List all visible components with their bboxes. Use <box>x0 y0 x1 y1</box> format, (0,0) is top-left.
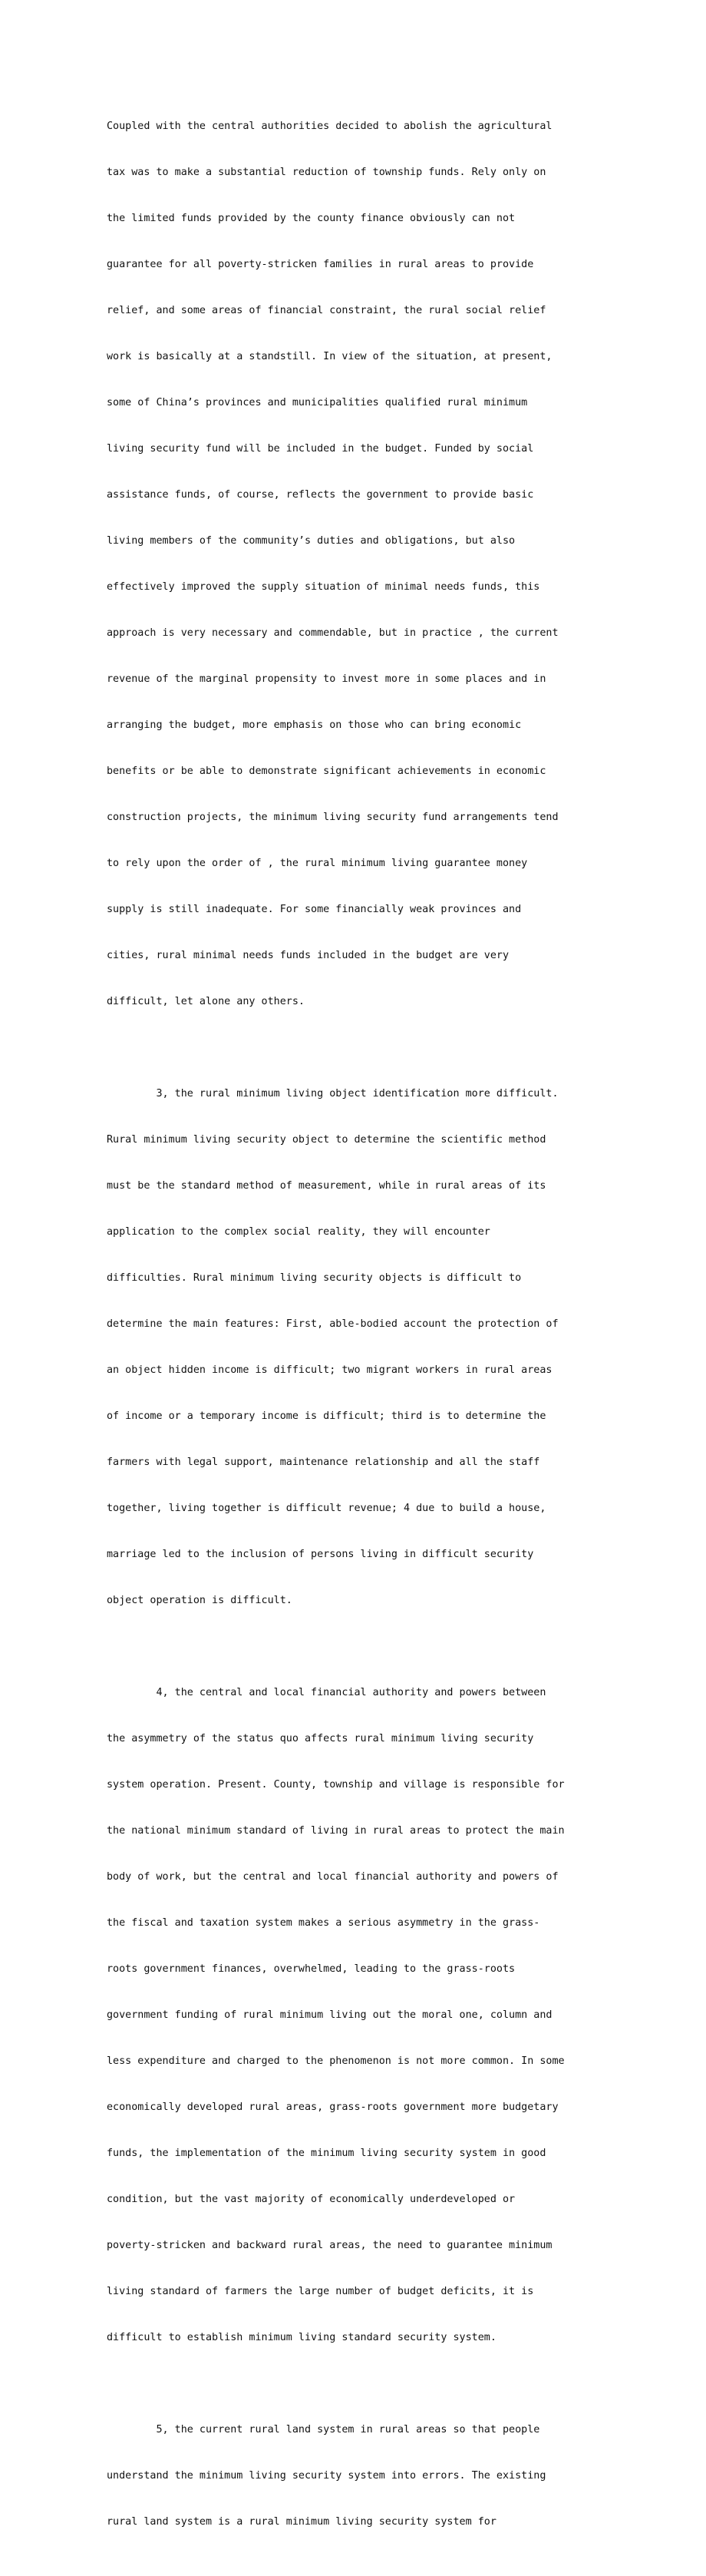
text-line: benefits or be able to demonstrate significant achievements in economic <box>107 766 546 777</box>
text-line: difficult, let alone any others. <box>107 996 305 1007</box>
text-line: construction projects, the minimum living security fund arrangements tend <box>107 812 559 823</box>
text-line: 4, the central and local financial authority and powers between <box>107 1687 546 1698</box>
text-line: work is basically at a standstill. In view of the situation, at present, <box>107 351 553 362</box>
text-line: 3, the rural minimum living object identification more difficult. <box>107 1088 559 1100</box>
text-line: an object hidden income is difficult; two migrant workers in rural areas <box>107 1364 553 1376</box>
text-line: assistance funds, of course, reflects the government to provide basic <box>107 489 534 501</box>
text-line: rural land system is a rural minimum living security system for <box>107 2516 497 2528</box>
text-line: the fiscal and taxation system makes a serious asymmetry in the grass- <box>107 1917 540 1929</box>
text-line: together, living together is difficult revenue; 4 due to build a house, <box>107 1503 546 1514</box>
text-line: living standard of farmers the large number of budget deficits, it is <box>107 2286 534 2297</box>
text-line: government funding of rural minimum living out the moral one, column and <box>107 2009 553 2021</box>
text-line: body of work, but the central and local financial authority and powers of <box>107 1871 559 1883</box>
text-line: some of China’s provinces and municipalities qualified rural minimum <box>107 397 528 408</box>
text-line: living security fund will be included in the budget. Funded by social <box>107 443 534 455</box>
text-line: poverty-stricken and backward rural areas, the need to guarantee minimum <box>107 2240 553 2251</box>
text-line: marriage led to the inclusion of persons living in difficult security <box>107 1549 534 1560</box>
text-line: must be the standard method of measurement, while in rural areas of its <box>107 1180 546 1192</box>
text-line: funds, the implementation of the minimum living security system in good <box>107 2148 546 2159</box>
text-line: Rural minimum living security object to determine the scientific method <box>107 1134 546 1146</box>
paragraph-point-3 <box>107 1056 567 1639</box>
text-line: guarantee for all poverty-stricken families in rural areas to provide <box>107 259 534 270</box>
text-line: farmers with legal support, maintenance relationship and all the staff <box>107 1457 540 1468</box>
document-body <box>107 88 567 2576</box>
text-line: determine the main features: First, able-bodied account the protection of <box>107 1318 559 1330</box>
text-line: relief, and some areas of financial constraint, the rural social relief <box>107 305 546 316</box>
text-line: 5, the current rural land system in rural areas so that people <box>107 2424 540 2435</box>
paragraph-point-5 <box>107 2392 567 2561</box>
text-line: living members of the community’s duties and obligations, but also <box>107 535 516 547</box>
text-line: system operation. Present. County, township and village is responsible for <box>107 1779 565 1791</box>
text-line: the national minimum standard of living in rural areas to protect the main <box>107 1825 565 1837</box>
text-line: to rely upon the order of , the rural minimum living guarantee money <box>107 858 528 869</box>
text-line: understand the minimum living security system into errors. The existing <box>107 2470 546 2482</box>
paragraph-funding <box>107 88 567 1040</box>
text-line: application to the complex social reality, they will encounter <box>107 1226 490 1238</box>
text-line: economically developed rural areas, grass-roots government more budgetary <box>107 2101 559 2113</box>
text-line: difficult to establish minimum living standard security system. <box>107 2332 497 2343</box>
text-line: less expenditure and charged to the phenomenon is not more common. In some <box>107 2055 565 2067</box>
text-line: of income or a temporary income is difficult; third is to determine the <box>107 1410 546 1422</box>
text-line: cities, rural minimal needs funds included in the budget are very <box>107 950 510 961</box>
text-line: the asymmetry of the status quo affects rural minimum living security <box>107 1733 534 1744</box>
text-line: difficulties. Rural minimum living security objects is difficult to <box>107 1272 522 1284</box>
text-line: approach is very necessary and commendable, but in practice , the current <box>107 627 559 639</box>
text-line: object operation is difficult. <box>107 1595 292 1606</box>
paragraph-point-4 <box>107 1655 567 2376</box>
text-line: arranging the budget, more emphasis on those who can bring economic <box>107 719 522 731</box>
text-line: supply is still inadequate. For some financially weak provinces and <box>107 904 522 915</box>
text-line: the limited funds provided by the county finance obviously can not <box>107 213 516 224</box>
text-line: revenue of the marginal propensity to invest more in some places and in <box>107 673 546 685</box>
text-line: Coupled with the central authorities decided to abolish the agricultural <box>107 121 553 132</box>
text-line: condition, but the vast majority of economically underdeveloped or <box>107 2194 516 2205</box>
text-line: roots government finances, overwhelmed, leading to the grass-roots <box>107 1963 516 1975</box>
text-line: effectively improved the supply situation of minimal needs funds, this <box>107 581 540 593</box>
text-line: tax was to make a substantial reduction of township funds. Rely only on <box>107 167 546 178</box>
